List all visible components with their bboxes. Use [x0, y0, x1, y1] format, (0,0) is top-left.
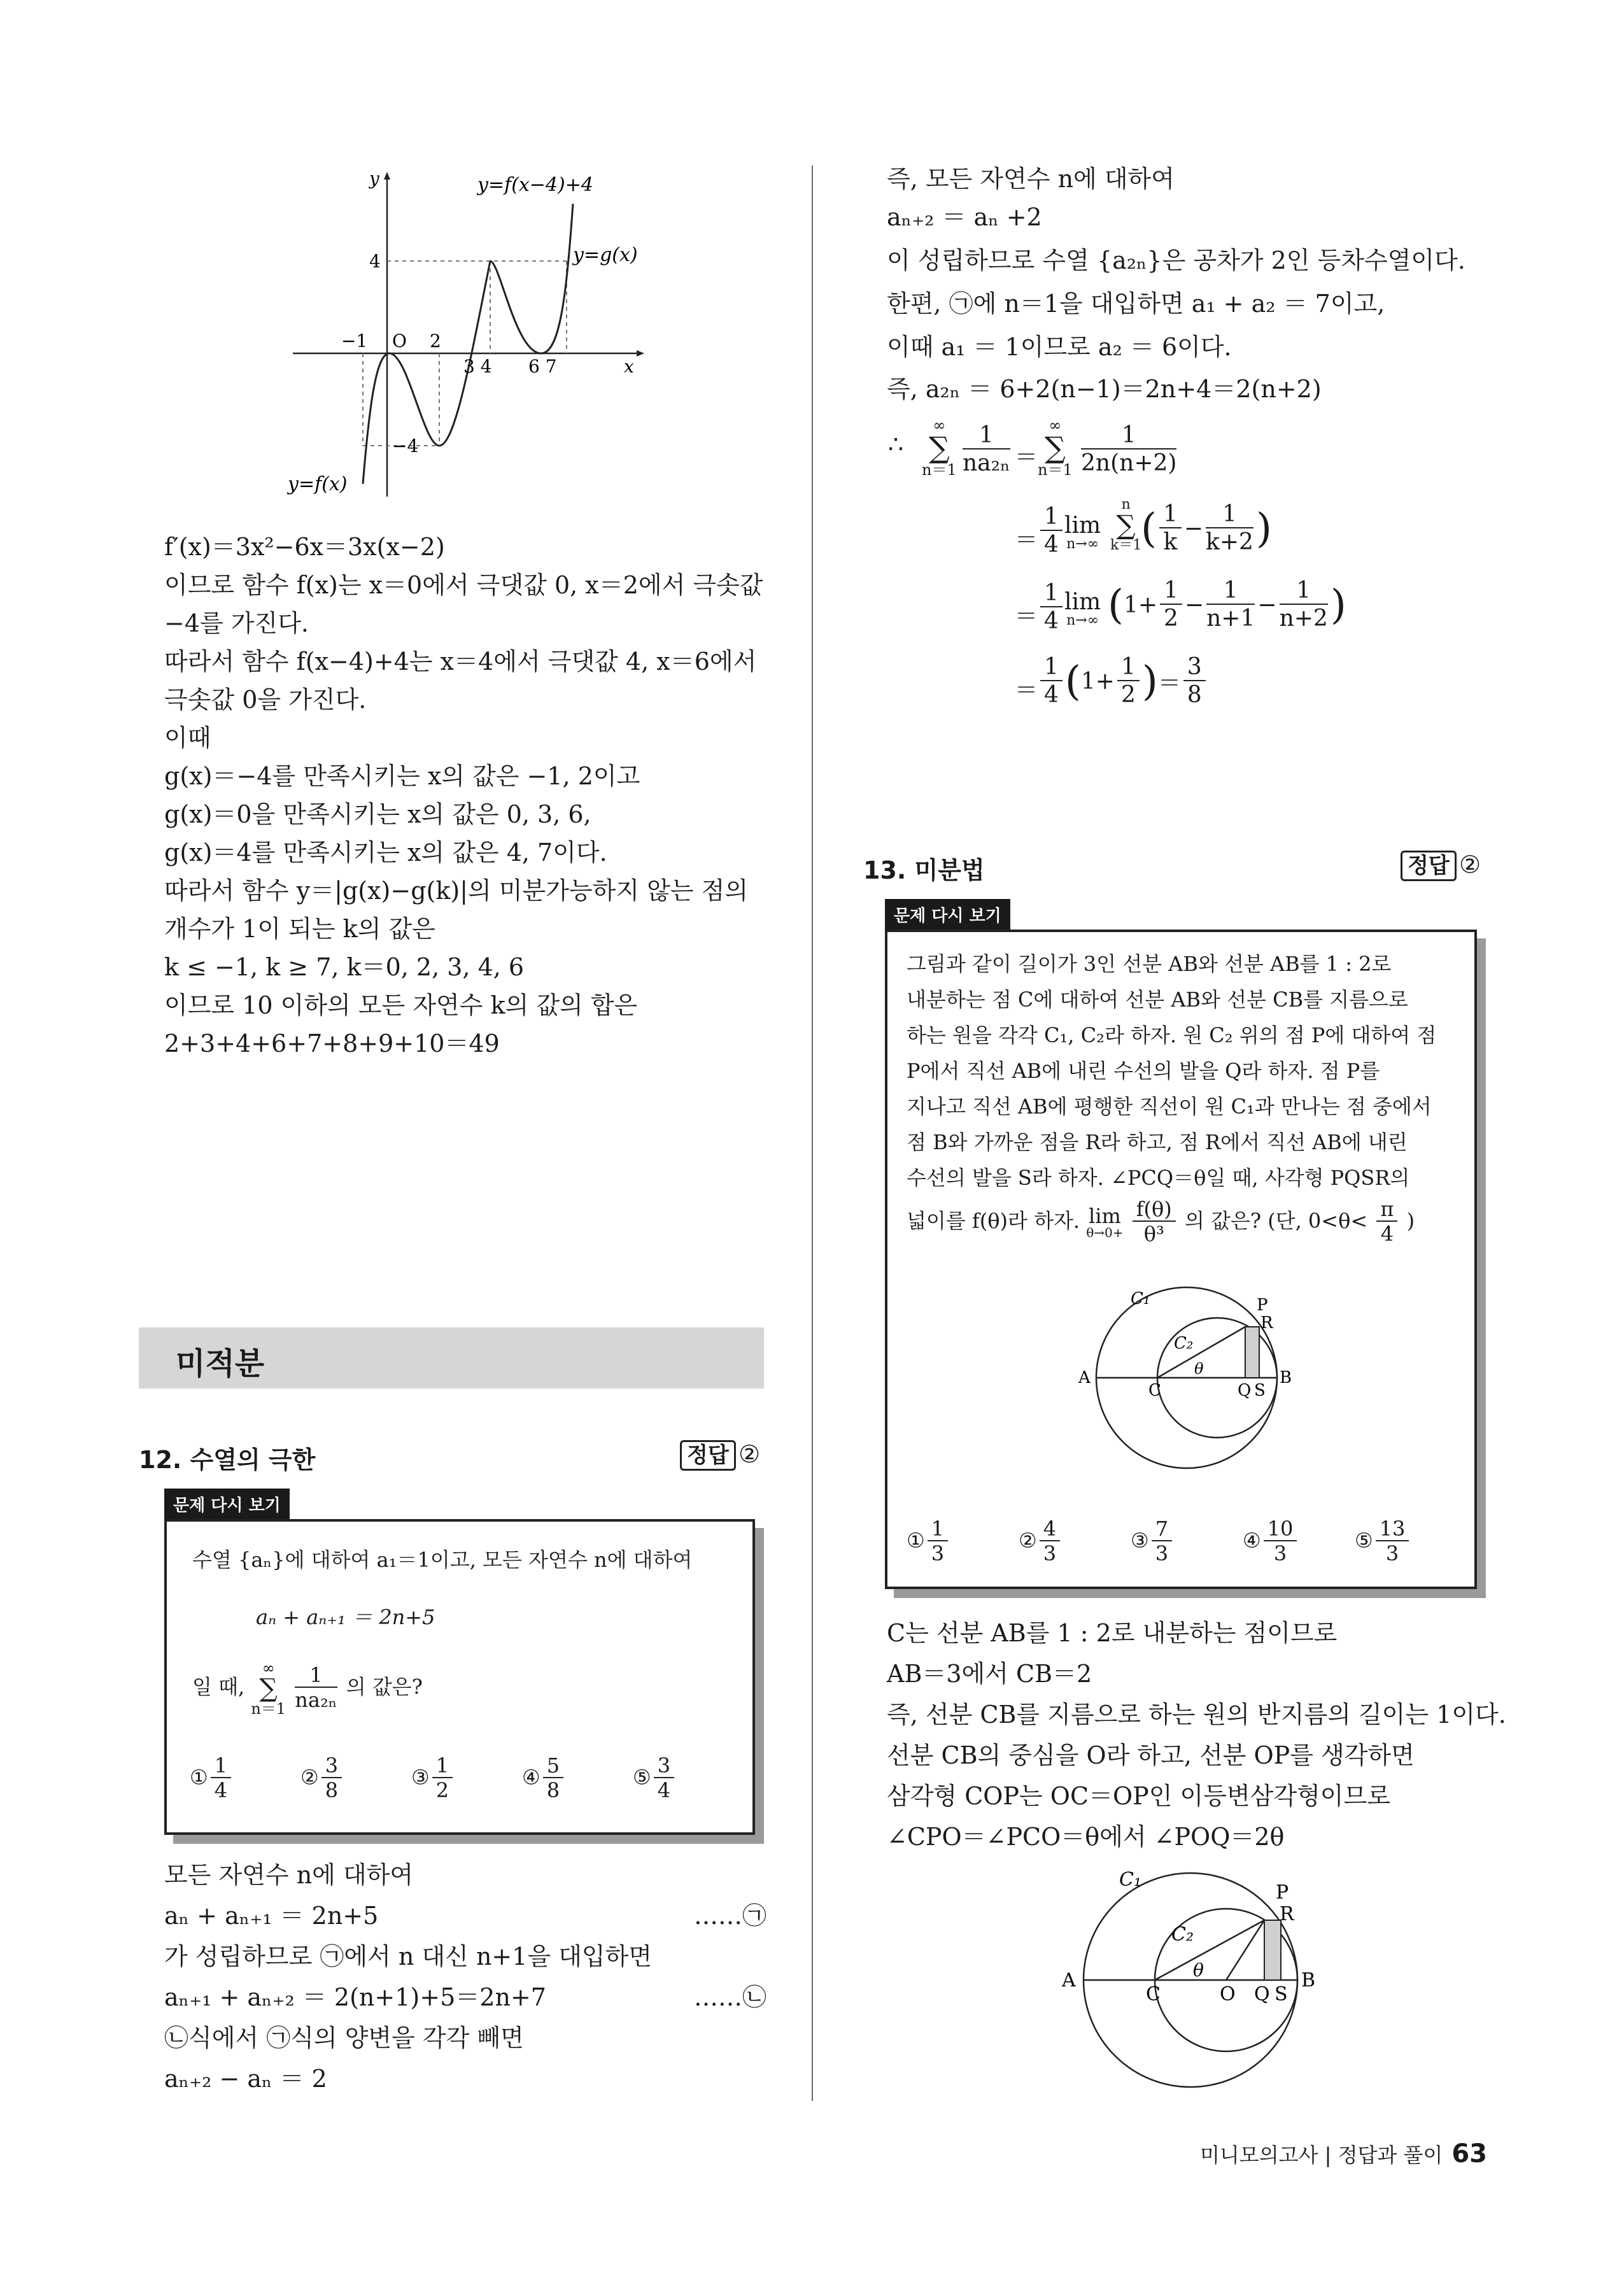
fig-c: C: [1148, 1381, 1161, 1400]
p13-last-line: 넓이를 f(θ)라 하자. lim θ→0+ $\frac{f(\theta)}{\text{θ³}}$ 의 값은? (단, 0<θ< $\frac{\pi}{4}$ ): [907, 1197, 1415, 1247]
quarter: $\frac{1}{4}$: [1038, 504, 1065, 558]
p12-line2: aₙ + aₙ₊₁ ＝ 2n+5: [256, 1605, 435, 1629]
section-title: 미적분: [176, 1346, 265, 1382]
p12-choice-2[interactable]: ② $\frac{3}{8}$: [300, 1755, 344, 1803]
p12-redo-tab[interactable]: 문제 다시 보기: [164, 1489, 290, 1520]
fig-c2: C₂: [1174, 1334, 1194, 1353]
sol-line: 즉, 선분 CB를 지름으로 하는 원의 반지름의 길이는 1이다.: [887, 1701, 1506, 1729]
body-line: 따라서 함수 f(x−4)+4는 x＝4에서 극댓값 4, x＝6에서: [164, 647, 757, 676]
fig-theta: θ: [1194, 1360, 1204, 1378]
lim-1: lim n→∞: [1064, 513, 1101, 552]
origin-label: O: [392, 330, 407, 351]
fig-r: R: [1260, 1313, 1273, 1333]
sum-2: ∞ ∑ n＝1: [1038, 416, 1073, 479]
fig2-p: P: [1276, 1881, 1289, 1904]
fig2-q: Q: [1254, 1983, 1270, 2006]
body-line: g(x)＝4를 만족시키는 x의 값은 4, 7이다.: [164, 838, 607, 867]
fig2-o: O: [1220, 1983, 1236, 2006]
body-line: f′(x)＝3x²−6x＝3x(x−2): [164, 533, 445, 561]
p13-line: 그림과 같이 길이가 3인 선분 AB와 선분 AB를 1 : 2로: [907, 952, 1392, 976]
rt-line: 한편, ㉠에 n＝1을 대입하면 a₁ + a₂ ＝ 7이고,: [887, 290, 1385, 318]
tick-neg1: −1: [341, 330, 368, 351]
rt-line: 이 성립하므로 수열 {a₂ₙ}은 공차가 2인 등차수열이다.: [887, 246, 1465, 274]
body-line: g(x)＝−4를 만족시키는 x의 값은 −1, 2이고: [164, 762, 640, 790]
quarter: $\frac{1}{4}$: [1038, 581, 1065, 635]
sol-line: aₙ + aₙ₊₁ ＝ 2n+5: [164, 1902, 379, 1930]
fig2-b: B: [1301, 1969, 1316, 1991]
p12-sum-icon: ∑: [259, 1674, 278, 1703]
section-header: [139, 1327, 764, 1389]
body-line: 따라서 함수 y＝|g(x)−g(k)|의 미분가능하지 않는 점의: [164, 877, 749, 905]
sol-line: C는 선분 AB를 1 : 2로 내분하는 점이므로: [887, 1619, 1338, 1647]
footer-text: 미니모의고사 | 정답과 풀이: [1199, 2143, 1443, 2167]
eq-sign: ＝: [1015, 527, 1038, 553]
p12-problem-box: [164, 1519, 755, 1835]
sol-line: aₙ₊₂ − aₙ ＝ 2: [164, 2065, 327, 2093]
fig2-c: C: [1146, 1983, 1161, 2006]
p13-answer: ②: [1459, 851, 1481, 879]
rt-line: 이때 a₁ ＝ 1이므로 a₂ ＝ 6이다.: [887, 333, 1232, 361]
p13-choice-4[interactable]: ④ $\frac{10}{3}$: [1243, 1518, 1299, 1566]
row3-expr: (1+ $\frac{1}{2}$ − $\frac{1}{n+1}$ − $\frac{1}{n+2}$ ): [1108, 577, 1346, 632]
body-line: 개수가 1이 되는 k의 값은: [164, 915, 435, 943]
body-line: k ≤ −1, k ≥ 7, k＝0, 2, 3, 4, 6: [164, 953, 525, 981]
p12-line3-pre: 일 때,: [192, 1674, 245, 1699]
body-line: 이므로 10 이하의 모든 자연수 k의 값의 합은: [164, 991, 638, 1019]
fig-c1: C₁: [1131, 1289, 1150, 1308]
p12-choice-1[interactable]: ① $\frac{1}{4}$: [190, 1755, 234, 1803]
eq-mark-b: ……㉡: [694, 1983, 767, 2011]
sol-line: ㉡식에서 ㉠식의 양변을 각각 빼면: [164, 2024, 524, 2052]
p13-problem-box: [885, 930, 1477, 1589]
tick-neg4: −4: [392, 435, 419, 456]
tick-2: 2: [430, 330, 441, 351]
eq-sign: ＝: [1015, 444, 1038, 470]
p13-choice-5[interactable]: ⑤ $\frac{13}{3}$: [1355, 1518, 1411, 1566]
sol-line: 가 성립하므로 ㉠에서 n 대신 n+1을 대입하면: [164, 1942, 653, 1970]
sum-1: ∞ ∑ n＝1: [922, 416, 957, 479]
x-axis-label: x: [624, 356, 634, 377]
curve-top-label: y=f(x−4)+4: [477, 174, 593, 196]
fig2-c1: C₁: [1119, 1869, 1141, 1891]
p12-sum-bottom: n＝1: [251, 1700, 286, 1718]
p12-frac-d: na₂ₙ: [295, 1688, 337, 1713]
lim-2: lim n→∞: [1064, 589, 1101, 628]
fig-b: B: [1280, 1368, 1292, 1387]
f-label: y=f(x): [288, 473, 348, 495]
y-axis-label: y: [369, 168, 379, 189]
column-divider: [812, 166, 813, 2101]
p13-choice-3[interactable]: ③ $\frac{7}{3}$: [1131, 1518, 1175, 1566]
rt-line: 즉, 모든 자연수 n에 대하여: [887, 165, 1175, 193]
p12-title: 12. 수열의 극한: [139, 1446, 316, 1474]
rt-line: 즉, a₂ₙ ＝ 6+2(n−1)＝2n+4＝2(n+2): [887, 375, 1322, 403]
p13-choice-1[interactable]: ① $\frac{1}{3}$: [907, 1518, 950, 1566]
fig2-theta: θ: [1193, 1960, 1204, 1981]
sol-line: aₙ₊₁ + aₙ₊₂ ＝ 2(n+1)+5＝2n+7: [164, 1983, 546, 2011]
sol-line: AB＝3에서 CB＝2: [887, 1660, 1092, 1688]
fig2-a: A: [1062, 1969, 1076, 1991]
frac-2: $\frac{1}{2n(n+2)}$: [1081, 422, 1177, 476]
p13-title: 13. 미분법: [863, 856, 985, 884]
solution-figure: [1044, 1859, 1337, 2101]
p12-choice-4[interactable]: ④ $\frac{5}{8}$: [522, 1755, 566, 1803]
p12-frac-n: 1: [295, 1664, 337, 1688]
p12-choice-5[interactable]: ⑤ $\frac{3}{4}$: [633, 1755, 677, 1803]
tick-34: 3 4: [463, 356, 492, 377]
fig2-r: R: [1280, 1903, 1294, 1925]
sum-k: n ∑ k＝1: [1110, 497, 1142, 553]
row2-expr: ( $\frac{1}{k}$ − $\frac{1}{k+2}$ ): [1141, 501, 1272, 555]
frac-1: $\frac{1}{\text{na₂ₙ}}$: [963, 422, 1010, 476]
p12-line3-post: 의 값은?: [346, 1674, 423, 1699]
sol-line: 모든 자연수 n에 대하여: [164, 1861, 414, 1889]
curve-f-shifted: [490, 204, 573, 353]
p13-answer-tag: 정답: [1401, 851, 1457, 881]
body-line: 극솟값 0을 가진다.: [164, 686, 367, 714]
sol-line: 선분 CB의 중심을 O라 하고, 선분 OP를 생각하면: [887, 1741, 1415, 1769]
body-line: −4를 가진다.: [164, 609, 309, 637]
fig2-c2: C₂: [1171, 1923, 1194, 1946]
p13-line: 점 B와 가까운 점을 R라 하고, 점 R에서 직선 AB에 내린: [907, 1130, 1408, 1154]
p12-choice-3[interactable]: ③ $\frac{1}{2}$: [411, 1755, 455, 1803]
g-label: y=g(x): [573, 244, 638, 266]
body-line: 이때: [164, 724, 211, 752]
tick-4: 4: [369, 251, 381, 272]
row4-expr: $\frac{1}{4}$ (1+ $\frac{1}{2}$ )＝ $\frac{3}{8}$: [1038, 654, 1208, 709]
body-line: 이므로 함수 f(x)는 x＝0에서 극댓값 0, x＝2에서 극솟값: [164, 571, 763, 599]
p13-line: 내분하는 점 C에 대하여 선분 AB와 선분 CB를 지름으로: [907, 987, 1408, 1012]
p13-figure: [1059, 1282, 1314, 1473]
p13-line: P에서 직선 AB에 내린 수선의 발을 Q라 하자. 점 P를: [907, 1059, 1380, 1083]
p12-line3: [192, 1660, 423, 1716]
fig-s: S: [1254, 1381, 1266, 1400]
graph-f-g: [280, 166, 662, 509]
sol-line: 삼각형 COP는 OC＝OP인 이등변삼각형이므로: [887, 1782, 1390, 1810]
body-line: 2+3+4+6+7+8+9+10＝49: [164, 1029, 500, 1058]
fig-a: A: [1078, 1368, 1091, 1387]
fig-p: P: [1257, 1296, 1268, 1315]
page-number: 63: [1451, 2139, 1487, 2168]
rt-line: aₙ₊₂ ＝ aₙ +2: [887, 203, 1042, 231]
sol-line: ∠CPO＝∠PCO＝θ에서 ∠POQ＝2θ: [887, 1823, 1285, 1851]
p13-line: 하는 원을 각각 C₁, C₂라 하자. 원 C₂ 위의 점 P에 대하여 점: [907, 1023, 1437, 1047]
p12-sum-top: ∞: [262, 1659, 275, 1677]
p13-choice-2[interactable]: ② $\frac{4}{3}$: [1019, 1518, 1063, 1566]
p12-line1: 수열 {aₙ}에 대하여 a₁＝1이고, 모든 자연수 n에 대하여: [192, 1548, 693, 1572]
p13-line: 수선의 발을 S라 하자. ∠PCQ＝θ일 때, 사각형 PQSR의: [907, 1166, 1410, 1190]
p13-line: 지나고 직선 AB에 평행한 직선이 원 C₁과 만나는 점 중에서: [907, 1094, 1432, 1119]
p12-answer: ②: [738, 1440, 761, 1468]
p12-answer-tag: 정답: [680, 1440, 736, 1471]
tick-67: 6 7: [528, 356, 557, 377]
eq-sign: ＝: [1015, 677, 1038, 704]
eq-sign: ＝: [1015, 604, 1038, 630]
page-footer: [1200, 2139, 1487, 2168]
therefore-mark: ∴: [888, 430, 904, 458]
eq-mark-a: ……㉠: [694, 1902, 767, 1930]
fig2-s: S: [1274, 1983, 1288, 2006]
body-line: g(x)＝0을 만족시키는 x의 값은 0, 3, 6,: [164, 800, 591, 828]
fig-q: Q: [1238, 1381, 1252, 1400]
p13-redo-tab[interactable]: 문제 다시 보기: [885, 899, 1010, 930]
